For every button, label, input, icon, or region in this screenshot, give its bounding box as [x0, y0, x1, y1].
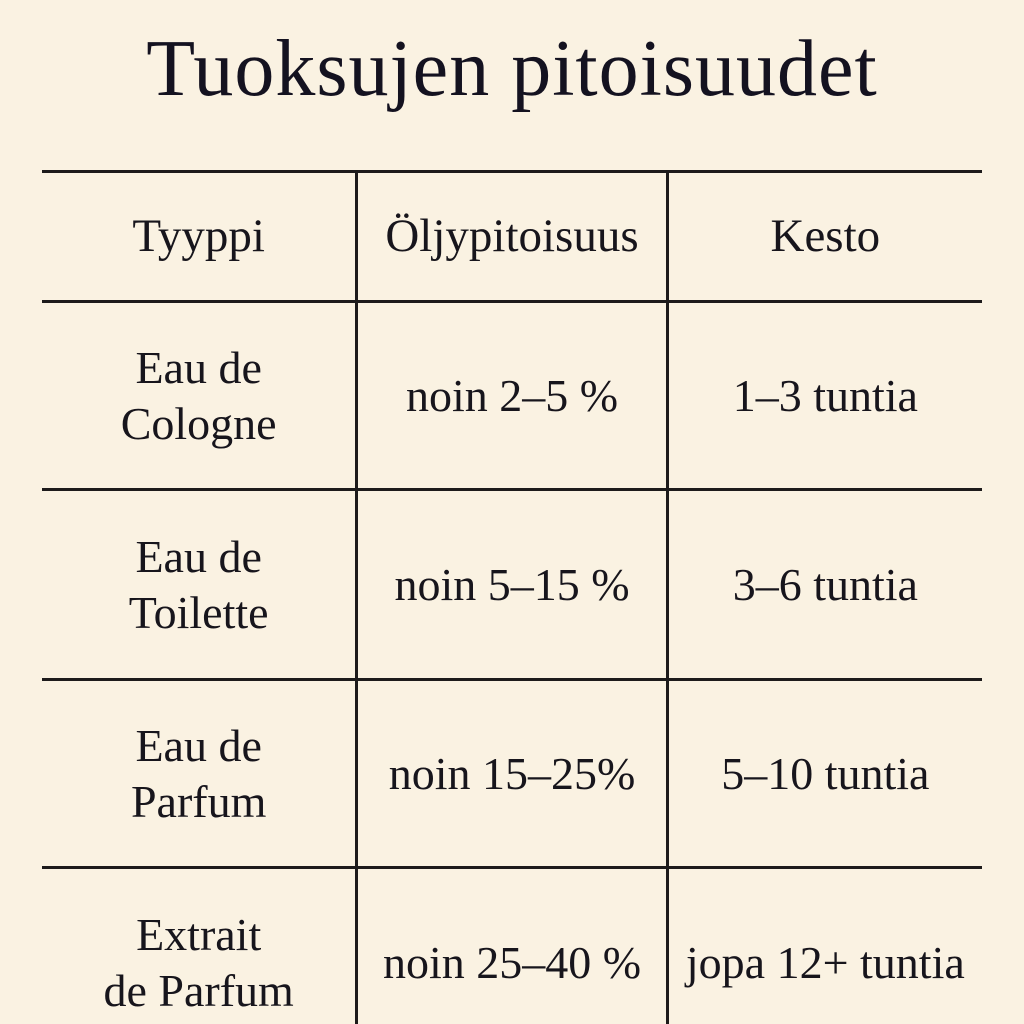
- type-name-line: Eau de: [135, 342, 262, 394]
- header-oil-label: Öljypitoisuus: [385, 210, 639, 263]
- table-row-3-oil: [355, 678, 668, 866]
- duration-value: 1–3 tuntia: [732, 369, 918, 421]
- header-cell-duration: [669, 170, 982, 300]
- oil-value: noin 25–40 %: [382, 936, 642, 988]
- fragrance-concentration-table: [42, 170, 982, 1024]
- table-row-4-oil: [355, 866, 668, 1024]
- type-name-line: Toilette: [128, 586, 269, 638]
- table-row-1-oil: [355, 300, 668, 488]
- duration-value: 5–10 tuntia: [721, 747, 930, 799]
- table-row-3-type: [42, 678, 355, 866]
- header-cell-type: [42, 170, 355, 300]
- type-name-line: Eau de: [135, 720, 262, 772]
- type-name-line: Extrait: [136, 909, 262, 961]
- table-row-2-duration: [669, 488, 982, 678]
- oil-value: noin 15–25%: [388, 747, 636, 799]
- type-name-line: de Parfum: [103, 964, 294, 1016]
- table-row-4-type: [42, 866, 355, 1024]
- table-row-3-duration: [669, 678, 982, 866]
- type-name-line: Parfum: [130, 775, 267, 827]
- page-title: Tuoksujen pitoisuudet: [146, 25, 878, 113]
- type-name-line: Eau de: [135, 531, 262, 583]
- header-cell-oil: [355, 170, 668, 300]
- type-name-line: Cologne: [120, 397, 277, 449]
- duration-value: 3–6 tuntia: [732, 558, 918, 610]
- duration-value: jopa 12+ tuntia: [685, 936, 965, 988]
- header-duration-label: Kesto: [770, 210, 881, 263]
- oil-value: noin 5–15 %: [394, 558, 630, 610]
- table-row-2-type: [42, 488, 355, 678]
- table-row-1-duration: [669, 300, 982, 488]
- oil-value: noin 2–5 %: [405, 369, 619, 421]
- table-row-4-duration: [669, 866, 982, 1024]
- header-type-label: Tyyppi: [132, 210, 265, 263]
- table-row-1-type: [42, 300, 355, 488]
- table-row-2-oil: [355, 488, 668, 678]
